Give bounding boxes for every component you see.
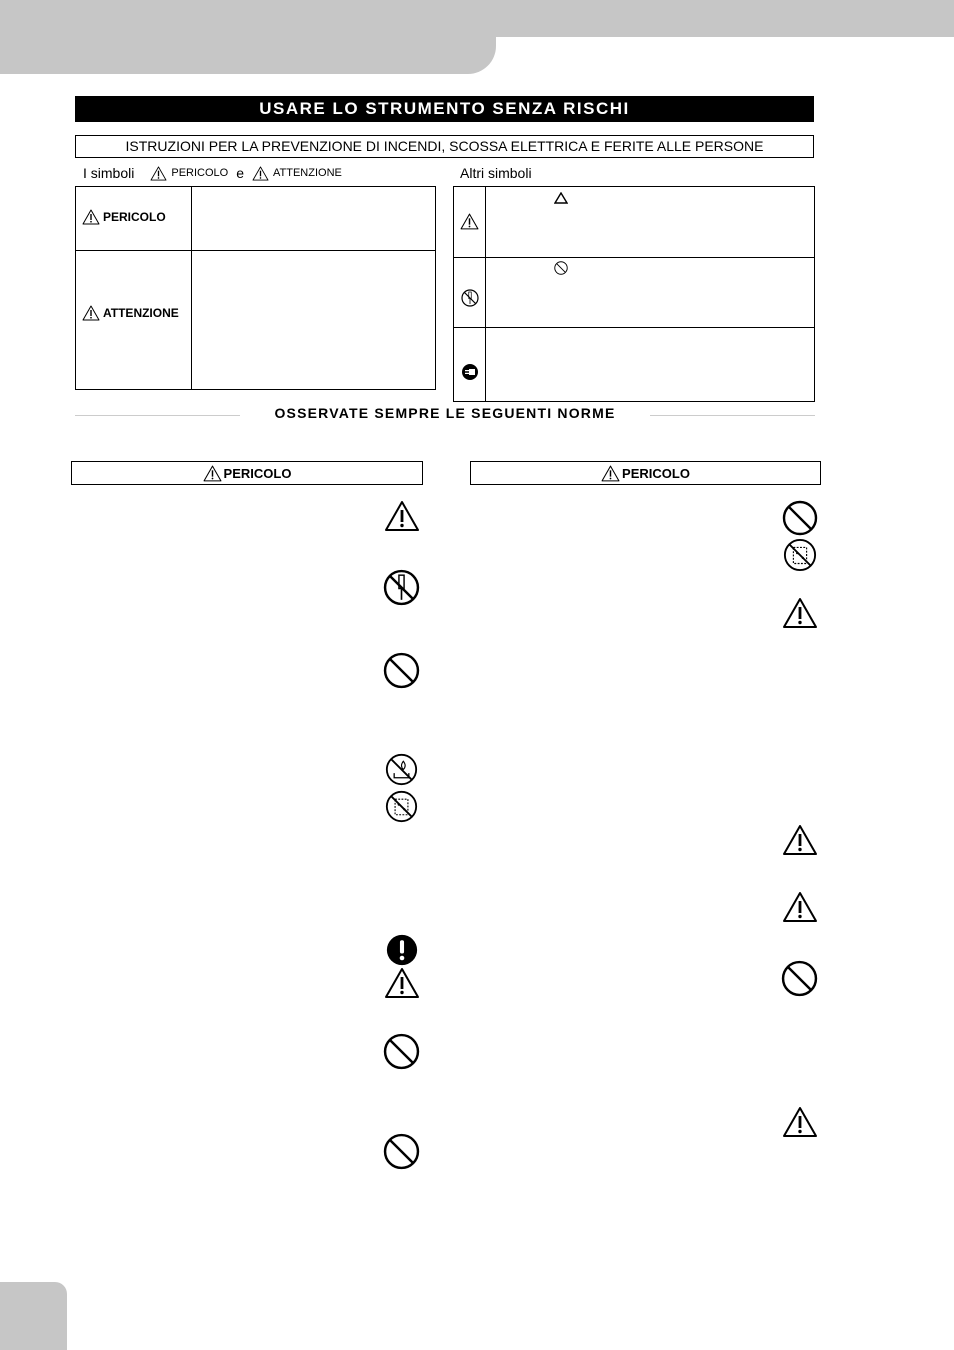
prohibited-icon — [383, 1033, 420, 1070]
pericolo-small-text: PERICOLO — [171, 167, 229, 179]
prohibited-icon — [383, 1133, 420, 1170]
warning-triangle-icon — [150, 166, 167, 181]
no-wet-hands-icon — [385, 790, 418, 823]
triangle-outline-icon — [554, 192, 568, 204]
page-title: USARE LO STRUMENTO SENZA RISCHI — [75, 96, 814, 122]
attenzione-small — [252, 166, 342, 181]
warning-triangle-icon — [782, 597, 818, 629]
left-pericolo-heading — [71, 461, 423, 485]
warning-triangle-icon — [782, 824, 818, 856]
mandatory-icon — [386, 934, 418, 966]
page-subtitle: ISTRUZIONI PER LA PREVENZIONE DI INCENDI, SCOSSA ELETTRICA E FERITE ALLE PERSONE — [75, 135, 814, 158]
warning-triangle-icon — [384, 967, 420, 999]
warning-triangle-icon — [601, 465, 620, 482]
pericolo-badge-text: PERICOLO — [103, 210, 166, 224]
attenzione-small-text: ATTENZIONE — [273, 167, 342, 179]
warning-triangle-icon — [203, 465, 222, 482]
warning-triangle-icon — [384, 500, 420, 532]
warning-triangle-icon — [82, 305, 100, 321]
unplug-icon — [461, 363, 479, 381]
warning-triangle-icon — [782, 891, 818, 923]
page-number-tab — [0, 1282, 67, 1350]
symbols-label: I simboli — [83, 165, 135, 181]
pericolo-small — [150, 166, 228, 181]
warning-triangle-icon — [82, 209, 100, 225]
no-disassemble-icon — [383, 569, 420, 606]
no-disassemble-icon — [461, 289, 479, 307]
symbols-table-divider — [191, 186, 192, 390]
left-pericolo-heading-text: PERICOLO — [223, 465, 292, 481]
warning-triangle-icon — [782, 1106, 818, 1138]
other-symbols-divider — [485, 186, 486, 402]
observe-heading: OSSERVATE SEMPRE LE SEGUENTI NORME — [240, 405, 650, 421]
symbols-intro — [83, 165, 342, 181]
other-symbols-row-divider — [453, 257, 815, 258]
pericolo-badge — [82, 209, 166, 225]
right-pericolo-heading-text: PERICOLO — [622, 465, 690, 481]
warning-triangle-icon — [252, 166, 269, 181]
other-symbols-row-divider — [453, 327, 815, 328]
other-symbols-label: Altri simboli — [460, 165, 532, 181]
attenzione-badge-text: ATTENZIONE — [103, 306, 179, 320]
right-pericolo-heading — [470, 461, 821, 485]
prohibited-icon — [781, 960, 818, 997]
prohibited-icon — [383, 652, 420, 689]
page-tab-header — [0, 0, 496, 74]
prohibited-icon — [554, 261, 568, 275]
prohibited-icon — [782, 500, 818, 536]
other-symbols-table — [453, 186, 815, 402]
attenzione-badge — [82, 305, 179, 321]
no-wet-hands-icon — [783, 538, 817, 572]
symbols-table-row-divider — [75, 250, 436, 251]
connector-text: e — [236, 165, 245, 181]
warning-triangle-icon — [460, 213, 479, 230]
no-water-icon — [385, 753, 418, 786]
